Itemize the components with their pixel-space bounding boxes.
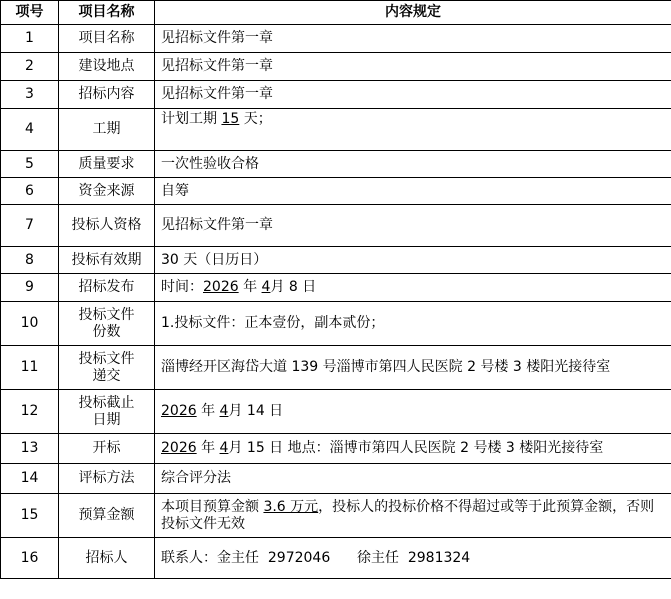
table-row <box>1 53 671 81</box>
row-name: 资金来源 <box>59 178 155 205</box>
row-no: 13 <box>1 434 59 464</box>
content-text: 本项目预算金额 <box>161 498 264 515</box>
row-no: 9 <box>1 274 59 302</box>
row-no: 14 <box>1 464 59 494</box>
row-name <box>59 390 155 434</box>
row-no: 3 <box>1 81 59 109</box>
row-name-line: 日期 <box>92 411 121 428</box>
row-name: 建设地点 <box>59 53 155 81</box>
row-content: 淄博经开区海岱大道 139 号淄博市第四人民医院 2 号楼 3 楼阳光接待室 <box>155 346 671 390</box>
row-content: 30 天（日历日） <box>155 247 671 274</box>
row-content: 综合评分法 <box>155 464 671 494</box>
row-content: 自筹 <box>155 178 671 205</box>
row-content: 一次性验收合格 <box>155 151 671 178</box>
row-no: 12 <box>1 390 59 434</box>
table-row <box>1 434 671 464</box>
content-text: 时间： <box>161 279 203 295</box>
row-no: 4 <box>1 109 59 151</box>
row-content: 见招标文件第一章 <box>155 205 671 247</box>
row-name: 项目名称 <box>59 25 155 53</box>
table-header-row <box>1 1 671 25</box>
header-content: 内容规定 <box>155 1 671 25</box>
row-name-line: 递交 <box>92 367 121 384</box>
row-no: 8 <box>1 247 59 274</box>
row-no: 7 <box>1 205 59 247</box>
content-underlined: 3.6 万元 <box>263 498 319 515</box>
row-name: 开标 <box>59 434 155 464</box>
header-no: 项号 <box>1 1 59 25</box>
content-underlined: 4 <box>219 403 229 419</box>
row-name: 质量要求 <box>59 151 155 178</box>
row-content <box>155 390 671 434</box>
row-no: 10 <box>1 302 59 346</box>
content-text: 月 8 日 <box>270 279 317 295</box>
row-name: 投标人资格 <box>59 205 155 247</box>
row-content <box>155 109 671 151</box>
table-row <box>1 274 671 302</box>
row-content: 1.投标文件：正本壹份，副本贰份； <box>155 302 671 346</box>
table-row <box>1 25 671 53</box>
row-name <box>59 346 155 390</box>
table-row <box>1 538 671 579</box>
table-row <box>1 346 671 390</box>
row-no: 2 <box>1 53 59 81</box>
table-row <box>1 494 671 538</box>
row-content: 见招标文件第一章 <box>155 81 671 109</box>
row-content <box>155 274 671 302</box>
table-row <box>1 247 671 274</box>
row-content: 见招标文件第一章 <box>155 53 671 81</box>
row-content <box>155 494 671 538</box>
row-name: 预算金额 <box>59 494 155 538</box>
row-content: 联系人：金主任 2972046 徐主任 2981324 <box>155 538 671 579</box>
row-name: 工期 <box>59 109 155 151</box>
row-name-line: 投标截止 <box>78 394 135 411</box>
table-row <box>1 81 671 109</box>
content-text: 年 <box>196 403 220 419</box>
row-no: 16 <box>1 538 59 579</box>
content-text: 年 <box>238 279 262 295</box>
content-text: 年 <box>196 440 220 456</box>
table-row <box>1 109 671 151</box>
table-row <box>1 205 671 247</box>
content-underlined: 2026 <box>161 440 197 456</box>
row-name: 招标发布 <box>59 274 155 302</box>
table-row <box>1 464 671 494</box>
row-name: 投标有效期 <box>59 247 155 274</box>
row-name: 招标内容 <box>59 81 155 109</box>
table-row <box>1 302 671 346</box>
table-row <box>1 151 671 178</box>
row-name-line: 投标文件 <box>78 306 135 323</box>
row-name-line: 份数 <box>92 323 121 340</box>
row-no: 11 <box>1 346 59 390</box>
content-text: 天； <box>239 111 272 127</box>
table-row <box>1 390 671 434</box>
content-text: 月 15 日 地点：淄博市第四人民医院 2 号楼 3 楼阳光接待室 <box>228 440 604 456</box>
row-no: 6 <box>1 178 59 205</box>
row-no: 1 <box>1 25 59 53</box>
content-text: 计划工期 <box>161 111 222 127</box>
row-name: 招标人 <box>59 538 155 579</box>
row-content <box>155 434 671 464</box>
row-name <box>59 302 155 346</box>
row-no: 15 <box>1 494 59 538</box>
row-name: 评标方法 <box>59 464 155 494</box>
content-text: ，投标人的投标价格不得超过或等于此预算金额，否则投标文件无效 <box>161 498 655 532</box>
row-content: 见招标文件第一章 <box>155 25 671 53</box>
row-no: 5 <box>1 151 59 178</box>
header-name: 项目名称 <box>59 1 155 25</box>
content-underlined: 2026 <box>203 279 239 295</box>
row-name-line: 投标文件 <box>78 350 135 367</box>
content-text: 月 14 日 <box>228 403 284 419</box>
content-underlined: 2026 <box>161 403 197 419</box>
content-underlined: 4 <box>261 279 271 295</box>
table-row <box>1 178 671 205</box>
content-underlined: 15 <box>221 111 240 127</box>
content-underlined: 4 <box>219 440 229 456</box>
